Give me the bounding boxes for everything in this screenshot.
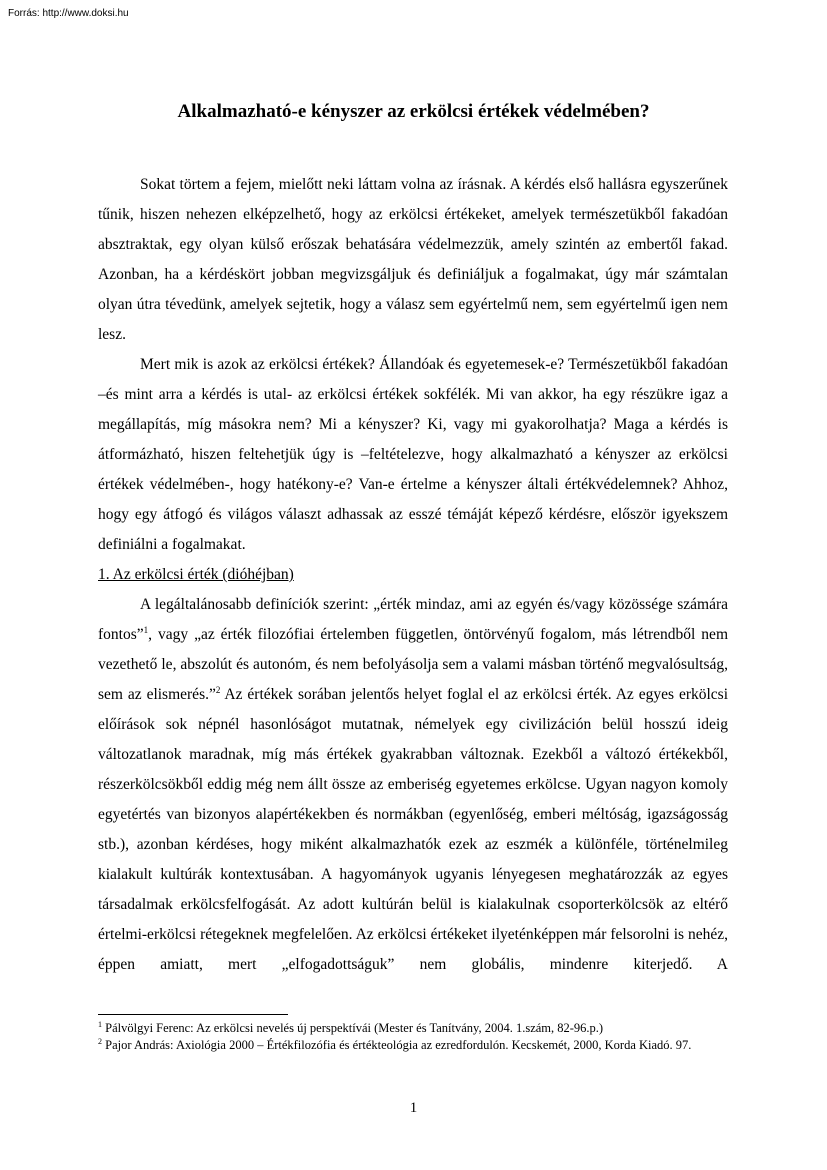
document-title: Alkalmazható-e kényszer az erkölcsi értékek védelmében? (177, 101, 650, 122)
page-number: 1 (409, 1100, 418, 1116)
section-heading: 1. Az erkölcsi érték (dióhéjban) (98, 566, 294, 583)
paragraph-section1 (98, 590, 728, 980)
footnote-2 (98, 1037, 728, 1054)
footnote-1 (98, 1020, 728, 1037)
source-label: Forrás: http://www.doksi.hu (8, 8, 129, 19)
footnotes (98, 1020, 728, 1054)
footnote-separator (98, 1014, 288, 1015)
footnote-text: Pajor András: Axiológia 2000 – Értékfilozófia és értékteológia az ezredfordulón. Kecskemét, 2000, Korda Kiadó. 97. (105, 1038, 692, 1052)
footnote-number: 2 (98, 1036, 102, 1046)
paragraph-section1-part2: , vagy „az érték filozófiai értelemben független, öntörvényű fogalom, más létrendből nem vezethető le, abszolút és autonóm, és nem befolyásolja sem a valami másban történő megvalósultság, sem az elismerés.” (98, 626, 728, 703)
paragraph-questions: Mert mik is azok az erkölcsi értékek? Állandóak és egyetemesek-e? Természetükből fakadóan –és mint arra a kérdés is utal- az erkölcsi értékek sokfélék. Mi van akkor, ha egy részükre igaz a megállapítás, míg másokra nem? Mi a kényszer? Ki, vagy mi gyakorolhatja? Maga a kérdés is átformázható, hiszen feltehetjük úgy is –feltételezve, hogy alkalmazható a kényszer az erkölcsi értékek védelmében-, hogy hatékony-e? Van-e értelme a kényszer általi értékvédelemnek? Ahhoz, hogy egy átfogó és világos választ adhassak az esszé témáját képező kérdésre, először igyekszem definiálni a fogalmakat. (98, 356, 728, 553)
footnote-number: 1 (98, 1019, 102, 1029)
footnote-text: Pálvölgyi Ferenc: Az erkölcsi nevelés új perspektívái (Mester és Tanítvány, 2004. 1.szám, 82-96.p.) (105, 1021, 604, 1035)
paragraph-intro: Sokat törtem a fejem, mielőtt neki láttam volna az írásnak. A kérdés első hallásra egyszerűnek tűnik, hiszen nehezen elképzelhető, hogy az erkölcsi értékeket, amelyek természetükből fakadóan absztraktak, egy olyan külső erőszak behatására védelmezzük, amely szintén az embertől fakad. Azonban, ha a kérdéskört jobban megvizsgáljuk és definiáljuk a fogalmakat, úgy már számtalan olyan útra tévedünk, amelyek sejtetik, hogy a válasz sem egyértelmű nem, sem egyértelmű igen nem lesz. (98, 176, 728, 343)
footnote-ref-2: 2 (215, 684, 221, 695)
document-body (98, 170, 728, 980)
paragraph-section1-part3: Az értékek sorában jelentős helyet foglal el az erkölcsi érték. Az egyes erkölcsi előírások sok népnél hasonlóságot mutatnak, némelyek egy civilizáción belül hosszú ideig változatlanok maradnak, míg más értékek gyakrabban változnak. Ezekből a változó értékekből, részerkölcsökből eddig még nem állt össze az emberiség egyetemes erkölcse. Ugyan nagyon komoly egyetértés van bizonyos alapértékekben és normákban (egyenlőség, emberi méltóság, igazságosság stb.), azonban kérdéses, hogy miként alkalmazhatók ezek az eszmék a különféle, történelmileg kialakult kultúrák kontextusában. A hagyományok ugyanis lényegesen meghatározzák az egyes társadalmak erkölcsfelfogását. Az adott kultúrán belül is kialakulnak csoporterkölcsök az eltérő értelmi-erkölcsi rétegeknek megfelelően. Az erkölcsi értékeket ilyeténképpen már felsorolni is nehéz, éppen amiatt, mert „elfogadottságuk” nem globális, mindenre kiterjedő. A (98, 686, 729, 973)
footnote-ref-1: 1 (143, 624, 149, 635)
paragraph-section1-part1: A legáltalánosabb definíciók szerint: „érték mindaz, ami az egyén és/vagy közössége számára fontos” (98, 596, 728, 643)
